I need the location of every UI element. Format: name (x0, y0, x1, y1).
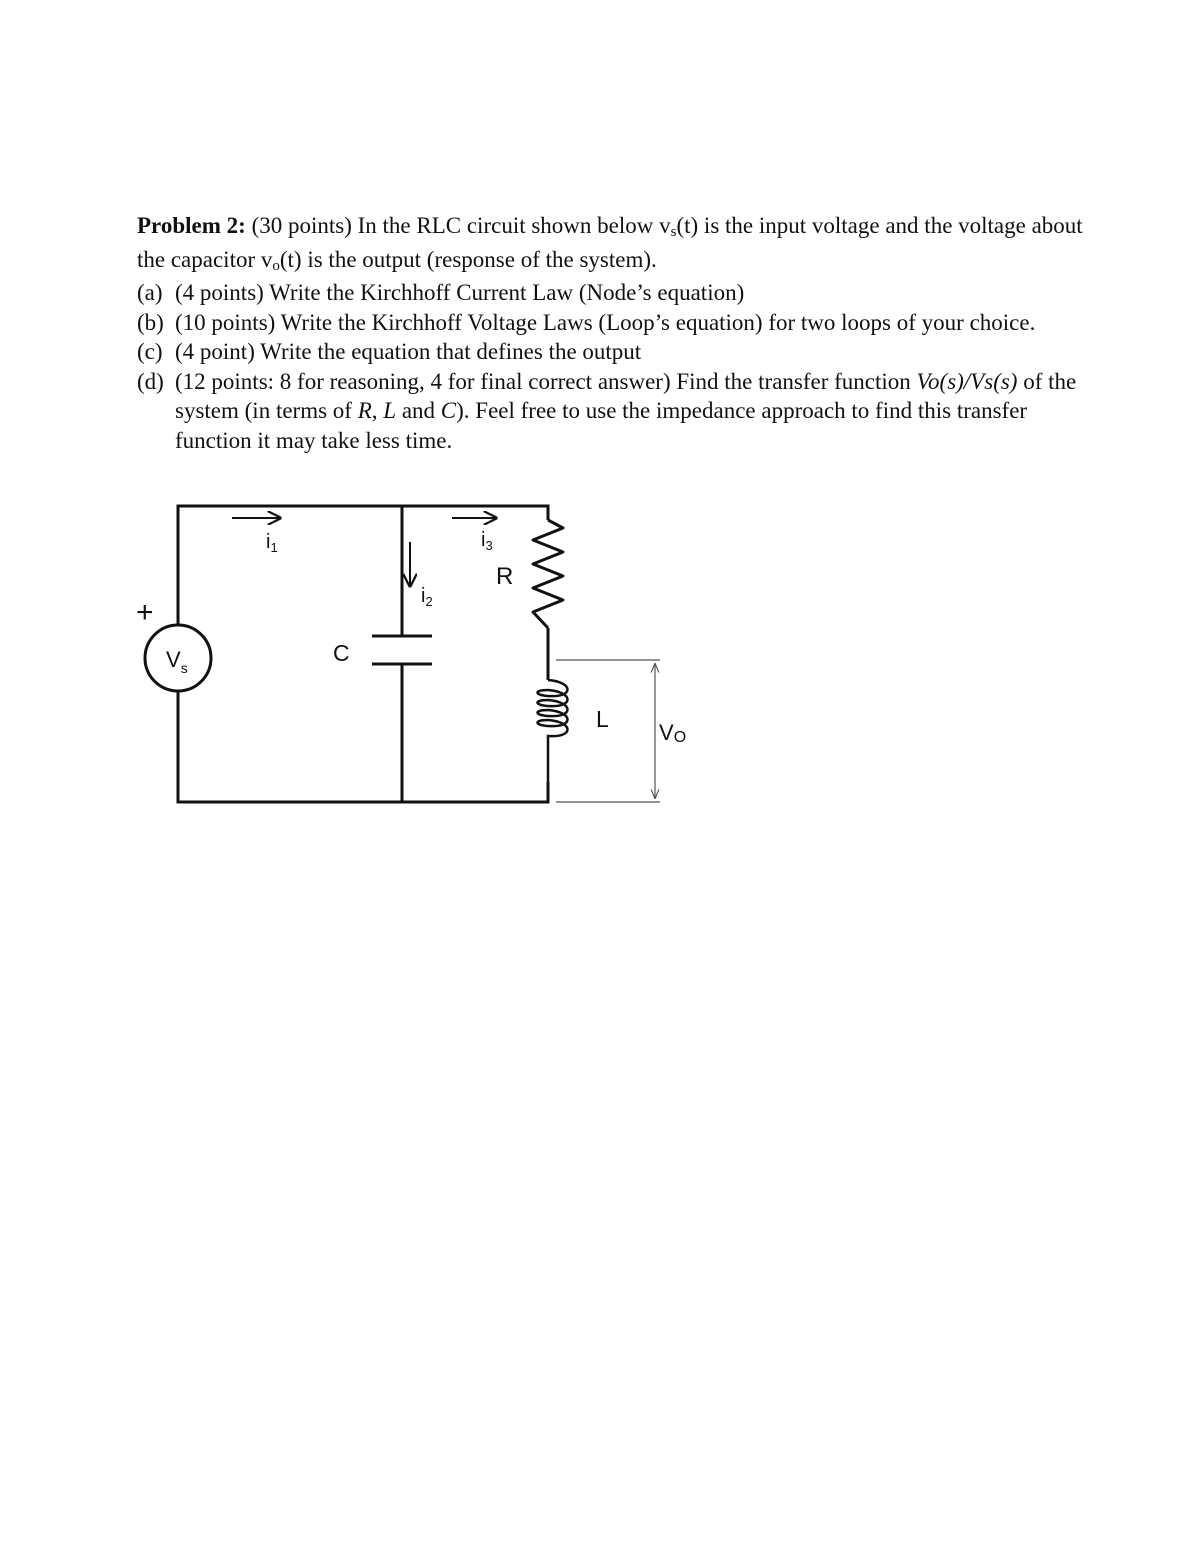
resistor-label: R (496, 563, 514, 590)
problem-heading: Problem 2: (137, 213, 246, 238)
part-a: (a) (4 points) Write the Kirchhoff Current Law (Node’s equation) (137, 280, 745, 305)
inductor-label: L (596, 706, 609, 732)
problem-intro: Problem 2: (30 points) In the RLC circuit shown below vs(t) is the input voltage and the voltage about the capacitor vo(t) is the output (response of the system). (137, 213, 1083, 274)
capacitor-label: C (333, 640, 350, 666)
source-plus-sign: + (136, 596, 154, 629)
part-b: (b) (10 points) Write the Kirchhoff Voltage Laws (Loop’s equation) for two loops of your choice. (137, 309, 1036, 335)
part-c: (c) (4 point) Write the equation that defines the output (137, 339, 642, 364)
i2-label: $i_2$ (421, 585, 433, 609)
source-label: $V_s$ (166, 647, 188, 676)
capacitor-symbol (372, 636, 432, 664)
inductor-symbol (538, 680, 568, 782)
bottom-wire (178, 690, 548, 802)
part-d: (d) (12 points: 8 for reasoning, 4 for final correct answer) Find the transfer function Vo(s)/Vs(s) of the system (in terms of R, L and C). Feel free to use the impedance approach to find this transfer function it may take less time. (137, 368, 1077, 453)
resistor-symbol (533, 520, 563, 628)
i3-label: $i_3$ (481, 529, 493, 553)
i1-label: $i_1$ (266, 531, 278, 555)
transfer-function: Vo(s)/Vs(s) (916, 368, 1018, 394)
output-voltage-label: VO (659, 720, 687, 746)
top-wire (178, 506, 548, 626)
